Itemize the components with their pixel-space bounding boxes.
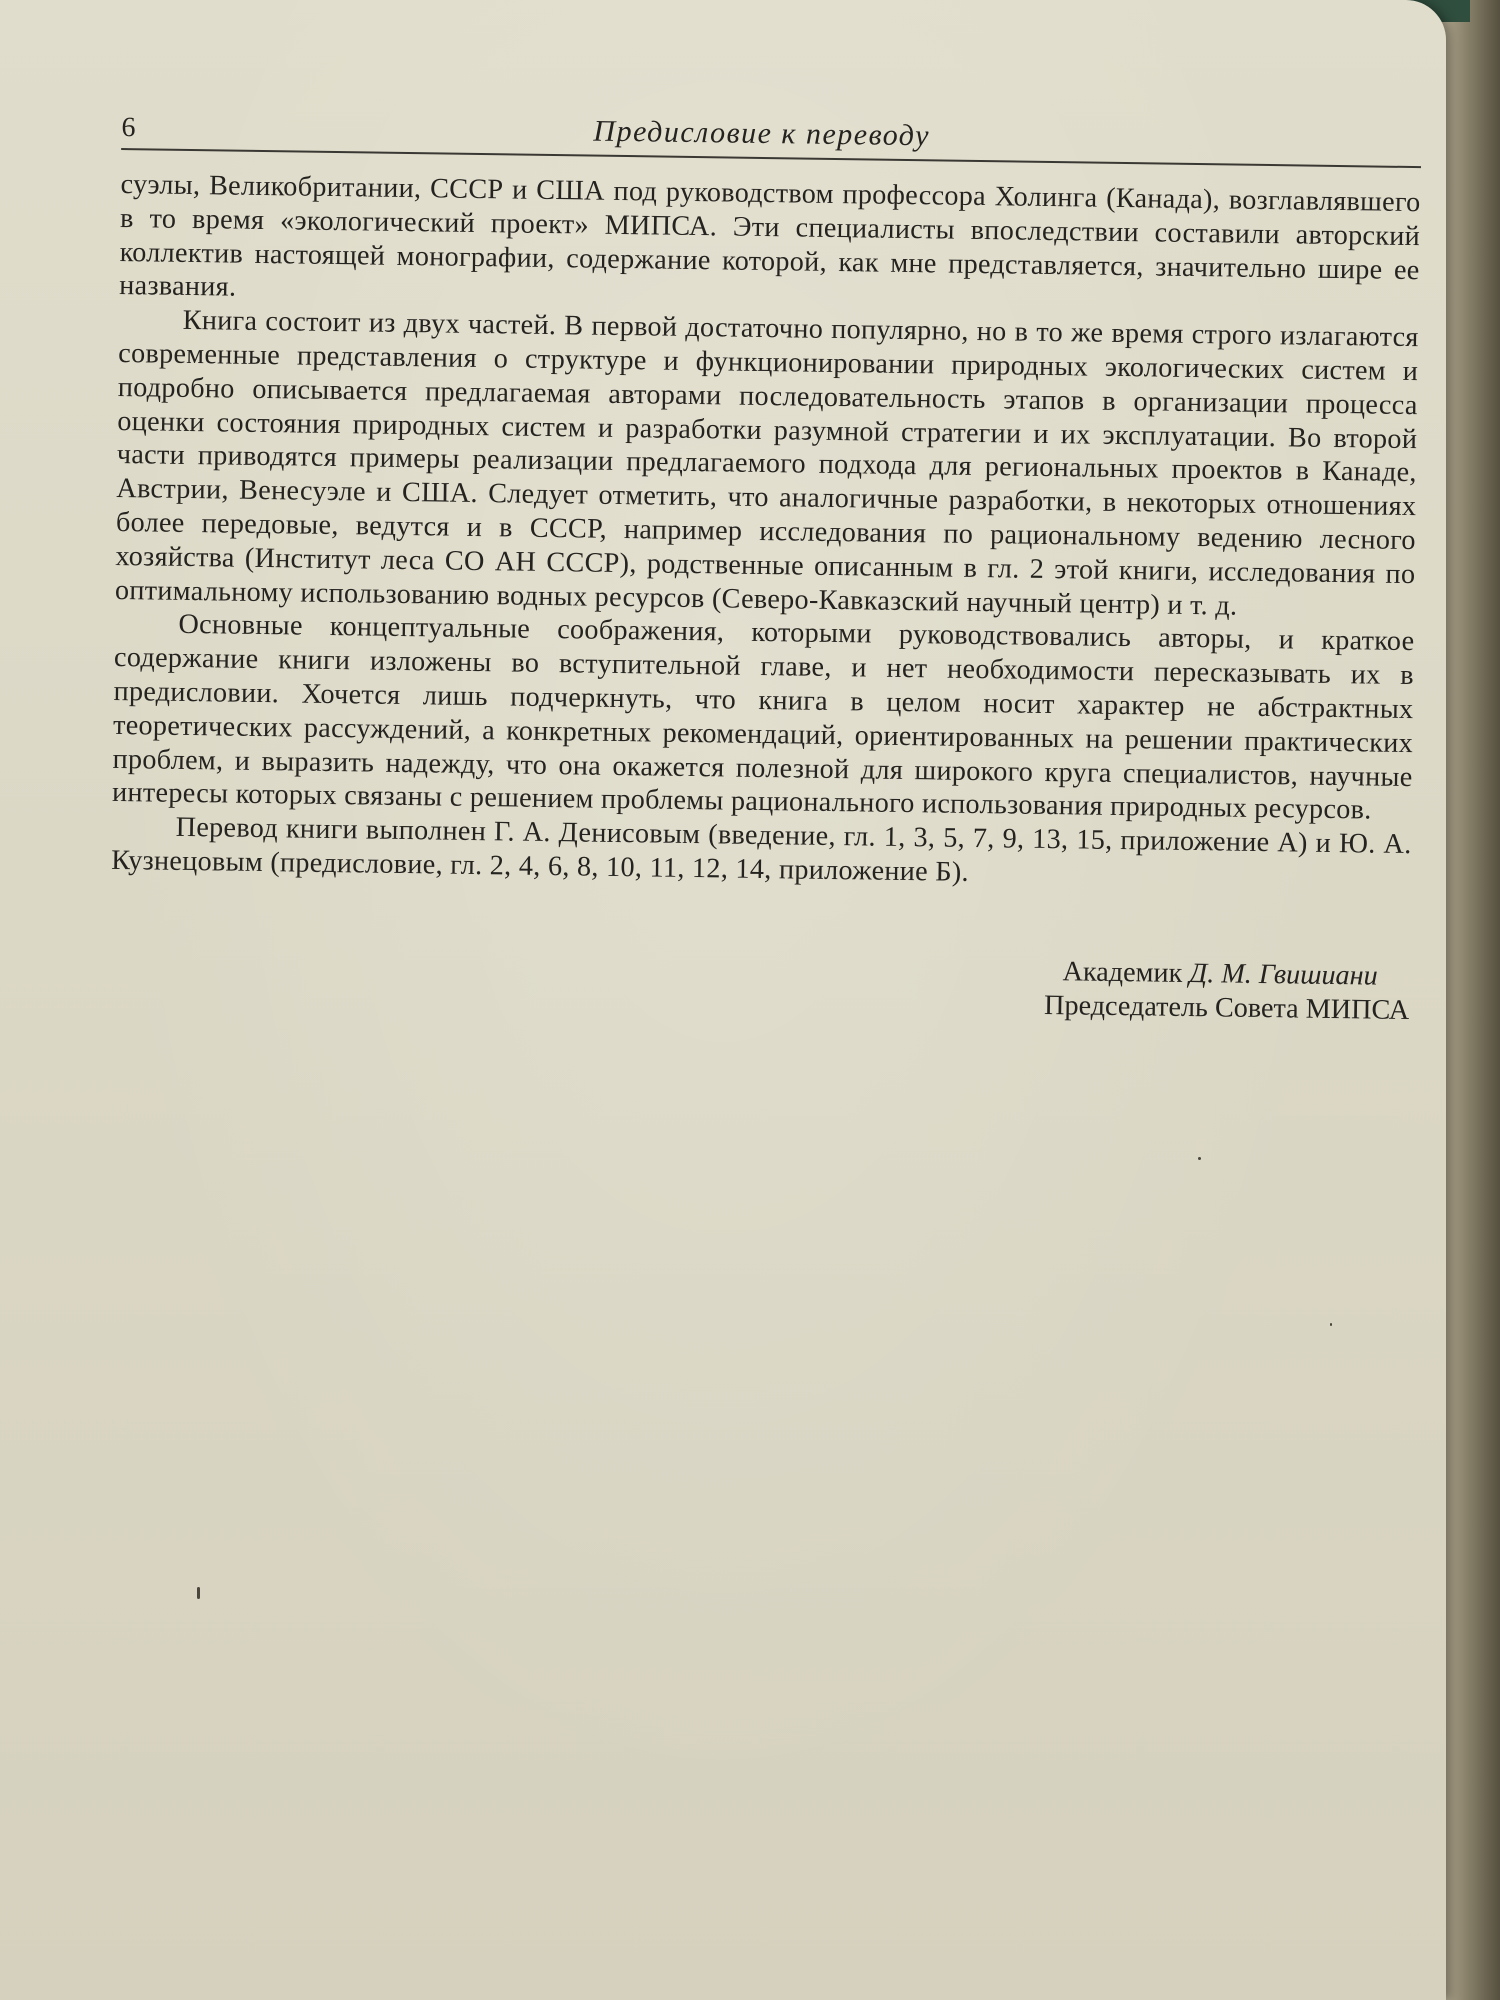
paragraph-concepts: Основные концептуальные соображения, которыми руководствовались авторы, и краткое содержание книги изложены во вступительной главе, и нет необходимости пересказывать их в предисловии. Хочется лишь подчеркнуть, что книга в целом носит характер не абстрактных теоретических рассуждений, а конкретных рекомендаций, ориентированных на решении практических проблем, и выразить надежду, что она окажется полезной для широкого круга специалистов, научные интересы которых связаны с решением проблемы рационального использования природных ресурсов. <box>111 609 1415 826</box>
book-cover-edge <box>1438 0 1500 2000</box>
paper-speck <box>1198 1157 1201 1160</box>
page-number: 6 <box>121 111 136 144</box>
signature-block <box>109 942 1410 1028</box>
signature-title: Академик <box>1062 955 1183 989</box>
paragraph-translators: Перевод книги выполнен Г. А. Денисовым (введение, гл. 1, 3, 5, 7, 9, 13, 15, приложение А) и Ю. А. Кузнецовым (предисловие, гл. 2, 4, 6, 8, 10, 11, 12, 14, приложение Б). <box>110 811 1412 888</box>
signature-name: Д. М. Гвишиани <box>1189 957 1378 992</box>
paper-speck <box>197 1587 200 1599</box>
signature-position: Председатель Совета МИПСА <box>1043 989 1410 1026</box>
signature-line <box>110 942 1410 994</box>
body-text <box>111 168 1421 896</box>
running-head <box>121 88 1422 168</box>
paragraph-book-structure: Книга состоит из двух частей. В первой достаточно популярно, но в то же время строго излагаются современные представления о структуре и функционировании природных экологических систем и подробно описывается предлагаемая авторами последовательность этапов в организации процесса оценки состояния природных систем и разработки разумной стратегии и их эксплуатации. Во второй части приводятся примеры реализации предлагаемого подхода для региональных проектов в Канаде, Австрии, Венесуэле и США. Следует отметить, что аналогичные разработки, в некоторых отношениях более передовые, ведутся и в СССР, например исследования по рациональному ведению лесного хозяйства (Институт леса СО АН СССР), родственные описанным в гл. 2 этой книги, исследования по оптимальному использованию водных ресурсов (Северо-Кавказский научный центр) и т. д. <box>114 305 1419 622</box>
paragraph-continued: суэлы, Великобритании, СССР и США под руководством профессора Холинга (Канада), возглавлявшего в то время «экологический проект» МИПСА. Эти специалисты впоследствии составили авторский коллектив настоящей монографии, содержание которой, как мне представляется, значительно шире ее названия. <box>119 168 1421 304</box>
page-content <box>109 88 1422 1027</box>
running-head-title: Предисловие к переводу <box>593 114 931 153</box>
paper-speck <box>1330 1323 1332 1326</box>
